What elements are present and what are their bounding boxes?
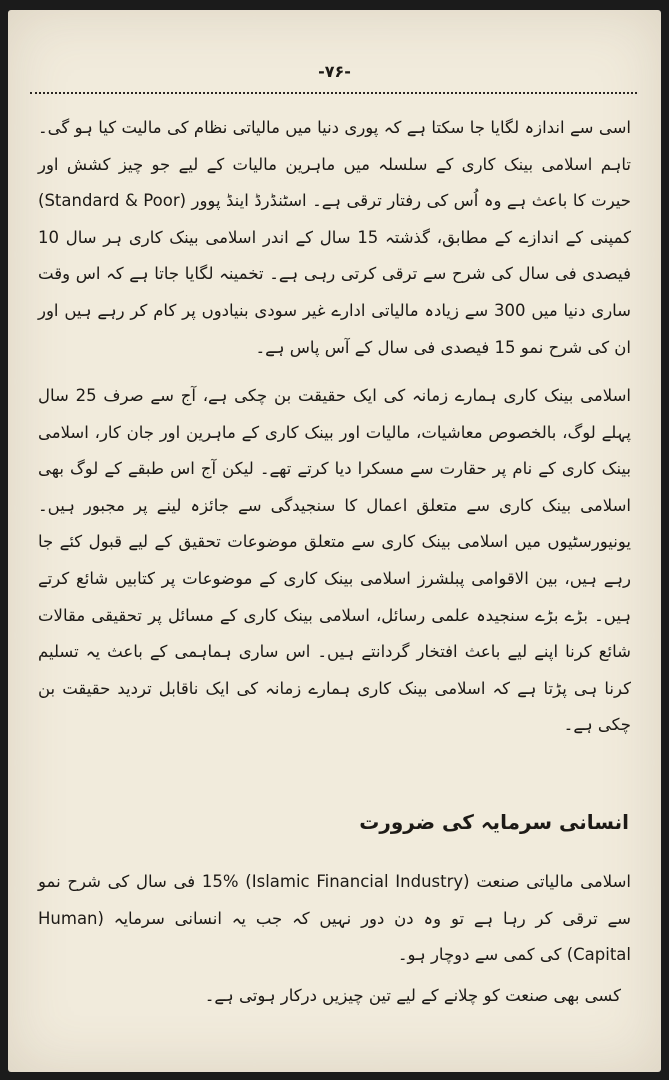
section-heading: انسانی سرمایہ کی ضرورت [359, 810, 629, 834]
paragraph-2: اسلامی بینک کاری ہمارے زمانہ کی ایک حقیقت بن چکی ہے، آج سے صرف 25 سال پہلے لوگ، بالخصوص معاشیات، مالیات اور بینک کاری کے ماہرین اور جان کار، اسلامی بینک کاری کے نام پر حقارت سے مسکرا دیا کرتے تھے۔ لیکن آج اس طبقے کے لوگ بھی اسلامی بینک کاری سے متعلق اعمال کا سنجیدگی سے جائزہ لینے پر مجبور ہیں۔ یونیورسٹیوں میں اسلامی بینک کاری سے متعلق موضوعات تحقیق کے لیے قبول کئے جا رہے ہیں، بین الاقوامی پبلشرز اسلامی بینک کاری کے موضوعات پر کتابیں شائع کرتے ہیں۔ بڑے بڑے سنجیدہ علمی رسائل، اسلامی بینک کاری کے مسائل پر تحقیقی مقالات شائع کرنا اپنے لیے باعث افتخار گردانتے ہیں۔ اس ساری ہماہمی کے باعث یہ تسلیم کرنا ہی پڑتا ہے کہ اسلامی بینک کاری ہمارے زمانہ کی ایک ناقابل تردید حقیقت بن چکی ہے۔ [38, 386, 631, 735]
paragraph-4: کسی بھی صنعت کو چلانے کے لیے تین چیزیں درکار ہوتی ہے۔ [204, 986, 621, 1005]
paragraph-1: اسی سے اندازہ لگایا جا سکتا ہے کہ پوری دنیا میں مالیاتی نظام کی مالیت کیا ہو گی۔ تاہم اسلامی بینک کاری کے سلسلہ میں ماہرین مالیات کے لیے جو چیز کشش اور حیرت کا باعث ہے وہ اُس کی رفتار ترقی ہے۔ اسٹنڈرڈ اینڈ پوور (Standard & Poor) کمپنی کے اندازے کے مطابق، گذشتہ 15 سال کے اندر اسلامی بینک کاری ہر سال 10 فیصدی فی سال کی شرح سے ترقی کرتی رہی ہے۔ تخمینہ لگایا جاتا ہے کہ اس وقت ساری دنیا میں 300 سے زیادہ مالیاتی ادارے غیر سودی بنیادوں پر کام کر رہے ہیں اور ان کی شرح نمو 15 فیصدی فی سال کے آس پاس ہے۔ [38, 118, 632, 357]
paragraph-3: اسلامی مالیاتی صنعت (Islamic Financial Industry) 15% فی سال کی شرح نمو سے ترقی کر رہا ہے تو وہ دن دور نہیں کہ جب یہ انسانی سرمایہ (Human Capital) کی کمی سے دوچار ہو۔ [38, 872, 631, 965]
page-number: -۷۶- [318, 62, 351, 81]
dotted-divider [30, 92, 637, 94]
book-page [8, 10, 661, 1072]
